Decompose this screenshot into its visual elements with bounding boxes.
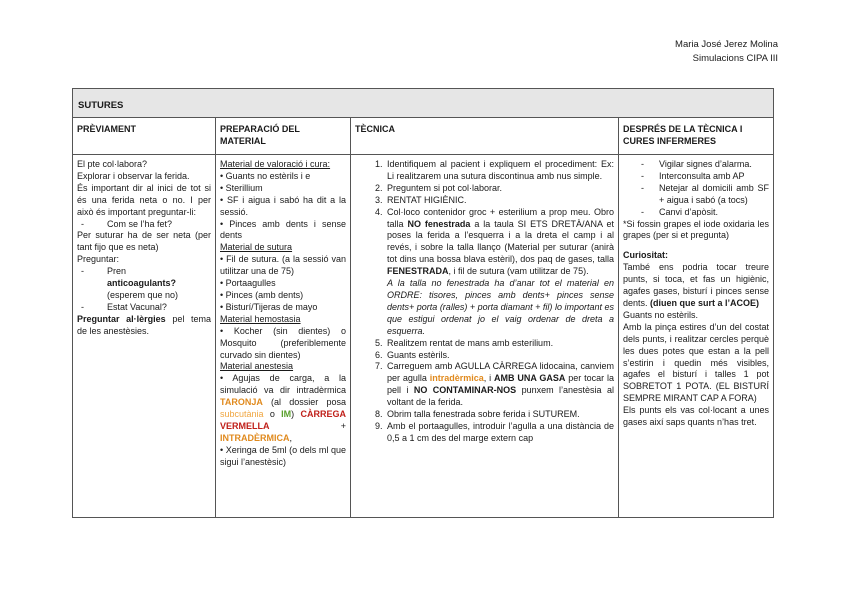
bullet-item: • Xeringa de 5ml (o dels ml que sigui l’anestèsic) xyxy=(220,444,346,467)
dash-item: - Com se l’ha fet? xyxy=(81,218,173,229)
dash-item: - Pren xyxy=(81,266,127,277)
text-span: Netejar al domicili amb SF + aigua i sabó (a tocs) xyxy=(659,182,769,205)
list-number: 6. xyxy=(375,349,383,360)
highlight-text: IM xyxy=(281,409,292,420)
column-header-despres: DESPRÉS DE LA TÈCNICA I CURES INFERMERES xyxy=(623,124,743,146)
text-span: ) xyxy=(291,409,301,420)
text-span: , i fil de sutura (vam utilitzar de 75). xyxy=(448,266,589,277)
text-span: Obrim talla fenestrada sobre ferida i SUTUREM. xyxy=(387,409,580,420)
text-line xyxy=(77,314,211,338)
previament-cell xyxy=(73,155,216,517)
text-line xyxy=(623,262,769,310)
author-name: Maria José Jerez Molina xyxy=(675,39,778,50)
table-title: SUTURES xyxy=(73,89,773,118)
bold-span: AMB UNA GASA xyxy=(494,373,566,384)
bullet-item: • Pinces amb dents i sense dents xyxy=(220,218,346,241)
text-span: • Agujas de carga, a la simulació va dir intradèrmica xyxy=(220,373,346,396)
text-span: Interconsulta amb AP xyxy=(659,170,745,181)
bullet-item: • Pinces (amb dents) xyxy=(220,289,304,300)
list-item xyxy=(355,361,614,409)
bold-span: (diuen que surt a l’ACOE) xyxy=(650,297,760,308)
text-line: Explorar i observar la ferida. xyxy=(77,170,190,181)
list-item xyxy=(355,159,614,183)
bold-span: NO fenestrada xyxy=(407,218,471,229)
highlight-text: CÀRREGA VERMELLA xyxy=(220,409,346,431)
despres-cell xyxy=(619,155,773,517)
column-header-tecnica: TÈCNICA xyxy=(351,118,619,154)
bullet-item: • SF i aigua i sabó ha dit a la sessió. xyxy=(220,194,346,217)
bullet-item: • Guants no estèrils i e xyxy=(220,170,311,181)
list-item xyxy=(355,350,614,362)
text-span: Amb el portaagulles, introduir l’agulla a una distància de 0,5 a 1 cm des del marge extern cap xyxy=(387,420,614,443)
text-line: Els punts els vas col·locant a unes gases així saps quants n’has tret. xyxy=(623,405,769,428)
text-span: Preguntem si pot col·laborar. xyxy=(387,182,503,193)
text-span: Identifiquem al pacient i expliquem el procediment: Ex: Li realitzarem una sutura discontinua amb nus simple. xyxy=(387,159,614,181)
bold-span: Preguntar al·lèrgies xyxy=(77,313,166,324)
text-span: RENTAT HIGIÈNIC. xyxy=(387,194,467,205)
dash-item: - Netejar al domicili amb SF + aigua i sabó (a tocs) xyxy=(641,182,769,205)
bold-span: FENESTRADA xyxy=(387,266,449,277)
text-span: a la taula SI ETS DRETÀ/ANA et poses la ferida a l’esquerra i a la dreta el camp i al revés, i sobre la talla llanço (Material per suturar (anirà tot dins una bossa blava estèril), dos paq de gases, talla xyxy=(387,218,614,265)
text-span: Carreguem amb AGULLA CÀRREGA lidocaina, canviem per agulla xyxy=(387,361,614,384)
dash-item: - Canvi d’apòsit. xyxy=(641,206,719,217)
text-line: Amb la pinça estires d’un del costat dels punts, i realitzar cercles perquè les dues potes que estan a la pell s’estirin i quedin més visibles, agafes el bisturí i talles 1 pot SOBRETOT 1 POTA. (EL BISTURÍ SEMPRE MIRANT CAP A FORA) xyxy=(623,321,769,404)
text-span: També ens podria tocar treure punts, si toca, et fas un higiènic, agafes gases, bisturí i pinces sense dents. xyxy=(623,262,769,308)
text-span: o xyxy=(263,409,282,420)
text-span: , xyxy=(289,432,293,443)
italic-note: A la talla no fenestrada ha d’anar tot el material en ORDRE: tisores, pinces amb dents+ pinces sense dents+ porta (ralles) + porta diamant + fil) lo important es que estigui ordenat jo el vaig ordenar de dreta a esquerra. xyxy=(387,278,614,336)
text-span: (al dossier posa xyxy=(262,397,346,408)
list-number: 7. xyxy=(375,361,383,372)
bullet-item: • Bisturí/Tijeras de mayo xyxy=(220,301,318,312)
bullet-item: • Kocher (sin dientes) o Mosquito (preferiblemente curvado sin dientes) xyxy=(220,325,346,360)
text-span: + xyxy=(269,420,346,431)
dash-item: - Estat Vacunal? xyxy=(81,301,167,312)
highlight-text: TARONJA xyxy=(220,397,263,408)
text-line: *Si fossin grapes el iode oxidaria les grapes (per si et pregunta) xyxy=(623,218,769,241)
bullet-item: • Fil de sutura. (a la sessió van utilitzar una de 75) xyxy=(220,254,346,277)
text-span: Guants estèrils. xyxy=(387,349,450,360)
bullet-item xyxy=(220,373,346,444)
document-header xyxy=(675,38,778,66)
dash-item: - Vigilar signes d’alarma. xyxy=(641,159,752,169)
section-heading: Curiositat: xyxy=(623,250,668,261)
preparacio-cell xyxy=(216,155,351,517)
list-number: 1. xyxy=(375,159,383,169)
highlight-text: intradèrmica xyxy=(429,373,484,384)
section-heading: Material anestesia xyxy=(220,361,294,372)
list-number: 9. xyxy=(375,420,383,431)
text-line: Estat Vacunal? xyxy=(107,301,167,312)
list-item xyxy=(355,195,614,207)
text-line: Pren xyxy=(107,266,127,277)
text-span: pel tema de les anestèsies. xyxy=(77,313,211,336)
column-header-previament: PRÈVIAMENT xyxy=(73,118,216,154)
text-line: Per suturar ha de ser neta (per tant fijo que es neta) xyxy=(77,230,211,253)
document-subtitle: Simulacions CIPA III xyxy=(692,53,778,64)
list-number: 3. xyxy=(375,194,383,205)
text-span: per tocar la pell i xyxy=(387,373,614,396)
text-line: Com se l’ha fet? xyxy=(107,218,173,229)
list-number: 2. xyxy=(375,182,383,193)
column-header-preparacio: PREPARACIÓ DEL MATERIAL xyxy=(216,118,351,154)
section-heading: Material de sutura xyxy=(220,242,293,253)
table-header-row xyxy=(73,118,773,155)
text-span: Canvi d’apòsit. xyxy=(659,206,719,217)
list-item xyxy=(355,409,614,421)
dash-item: - Interconsulta amb AP xyxy=(641,170,745,181)
text-span: , i xyxy=(483,373,494,384)
highlight-text: subcutània xyxy=(220,409,264,420)
highlight-text: INTRADÈRMICA xyxy=(220,432,290,443)
text-line: Preguntar: xyxy=(77,254,120,265)
text-span: punxem l’anestèsia al voltant de la ferida. xyxy=(387,385,614,408)
list-item xyxy=(355,183,614,195)
list-item xyxy=(355,421,614,445)
text-line: anticoagulants? xyxy=(107,278,177,289)
text-line: (esperem que no) xyxy=(107,289,179,300)
section-heading: Material de valoració i cura: xyxy=(220,159,331,169)
bold-span: NO CONTAMINAR-NOS xyxy=(413,385,517,396)
list-item xyxy=(355,207,614,278)
sutures-table xyxy=(72,88,774,518)
text-span: Col·loco contenidor groc + esterilium a prop meu. Obro talla xyxy=(387,206,614,229)
text-span: Realitzem rentat de mans amb esterilium. xyxy=(387,337,554,348)
list-number: 5. xyxy=(375,337,383,348)
list-number: 4. xyxy=(375,206,383,217)
text-line: El pte col·labora? xyxy=(77,159,148,169)
section-heading: Material hemostasia xyxy=(220,313,301,324)
bullet-item: • Sterillium xyxy=(220,182,263,193)
spacer xyxy=(623,242,769,250)
table-body-row xyxy=(73,155,773,517)
text-line: Guants no estèrils. xyxy=(623,309,699,320)
list-number: 8. xyxy=(375,409,383,420)
text-span: Vigilar signes d’alarma. xyxy=(659,159,752,169)
text-line: És important dir al inici de tot si és una ferida neta o no. I per això és important preguntar-li: xyxy=(77,182,211,217)
tecnica-cell xyxy=(351,155,619,517)
bullet-item: • Portaagulles xyxy=(220,278,276,289)
list-item xyxy=(355,338,614,350)
